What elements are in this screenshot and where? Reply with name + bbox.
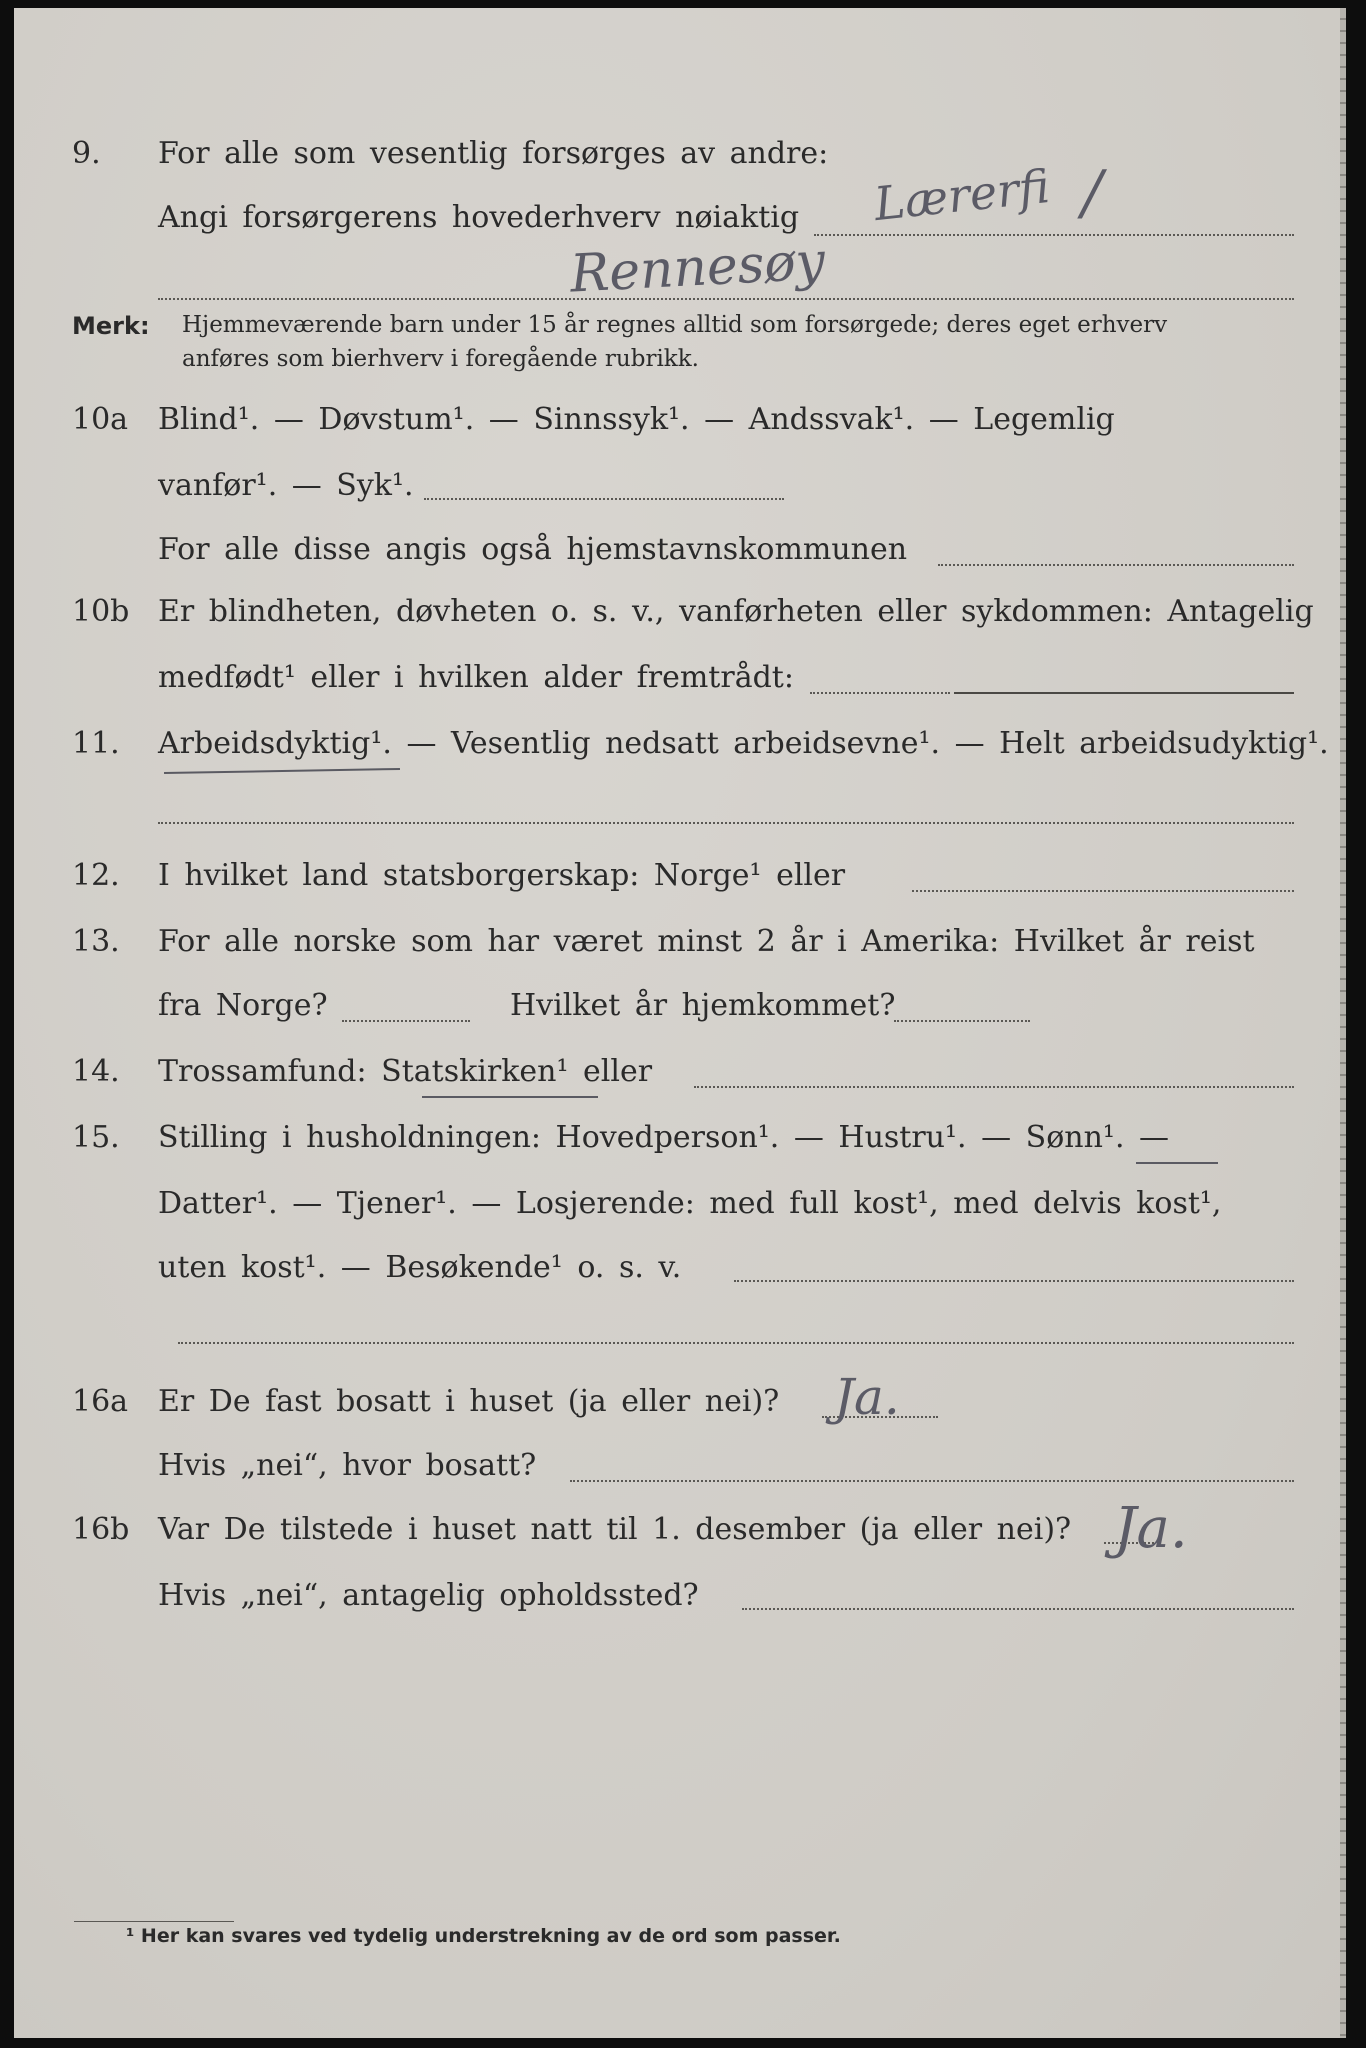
handwritten-answer: Ja.	[834, 1368, 900, 1426]
question-9	[14, 136, 1346, 186]
question-12	[14, 858, 1346, 908]
question-text: Trossamfund: Statskirken¹ eller	[158, 1054, 653, 1089]
hand-underline	[1136, 1162, 1218, 1164]
question-text: Angi forsørgerens hovederhverv nøiaktig	[158, 200, 800, 235]
answer-line[interactable]	[158, 822, 1294, 824]
handwritten-answer: Lærerfi	[871, 158, 1053, 232]
question-16a-line-2	[14, 1448, 1346, 1498]
question-number: 16a	[72, 1384, 129, 1419]
question-11	[14, 726, 1346, 776]
underlined-option: Statskirken	[381, 1054, 557, 1089]
answer-line[interactable]	[158, 298, 1294, 300]
underlined-option: Arbeidsdyktig	[158, 726, 371, 761]
answer-line[interactable]	[734, 1280, 1294, 1282]
footnote-rule	[74, 1921, 234, 1922]
question-number: 11.	[72, 726, 120, 761]
answer-line[interactable]	[342, 1020, 470, 1022]
question-text: Arbeidsdyktig¹. — Vesentlig nedsatt arbeidsevne¹. — Helt arbeidsudyktig¹.	[158, 726, 1329, 761]
question-10a	[14, 402, 1346, 452]
question-number: 15.	[72, 1120, 120, 1155]
answer-line[interactable]	[178, 1342, 1294, 1344]
question-text: For alle disse angis også hjemstavnskommunen	[158, 532, 908, 567]
question-10a-line-2	[14, 468, 1346, 518]
answer-line[interactable]	[938, 564, 1294, 566]
question-number: 12.	[72, 858, 120, 893]
question-text: uten kost¹. — Besøkende¹ o. s. v.	[158, 1250, 682, 1285]
question-text: medfødt¹ eller i hvilken alder fremtrådt:	[158, 660, 794, 695]
answer-line[interactable]	[810, 692, 950, 694]
question-text: Blind¹. — Døvstum¹. — Sinnssyk¹. — Andssvak¹. — Legemlig	[158, 402, 1115, 437]
question-number: 13.	[72, 924, 120, 959]
question-text: For alle norske som har været minst 2 år i Amerika: Hvilket år reist	[158, 924, 1255, 959]
question-text: fra Norge?	[158, 988, 328, 1023]
question-14	[14, 1054, 1346, 1104]
question-16b-line-2	[14, 1578, 1346, 1628]
question-text: Hvilket år hjemkommet?	[510, 988, 896, 1023]
question-text: Stilling i husholdningen: Hovedperson¹. — Hustru¹. — Sønn¹. —	[158, 1120, 1170, 1155]
question-text: Datter¹. — Tjener¹. — Losjerende: med full kost¹, med delvis kost¹,	[158, 1186, 1222, 1221]
answer-line[interactable]	[570, 1480, 1294, 1482]
question-text: Hvis „nei“, antagelig opholdssted?	[158, 1578, 699, 1613]
answer-line[interactable]	[424, 498, 784, 500]
question-10b-line-2	[14, 660, 1346, 710]
answer-line[interactable]	[814, 234, 1294, 236]
question-number: 10a	[72, 402, 129, 437]
answer-line[interactable]	[894, 1020, 1030, 1022]
note-text: anføres som bierhverv i foregående rubrikk.	[182, 346, 699, 372]
question-15-line-2	[14, 1186, 1346, 1236]
note-label: Merk:	[72, 312, 150, 340]
question-text: I hvilket land statsborgerskap: Norge¹ eller	[158, 858, 846, 893]
census-form-page	[14, 8, 1346, 2038]
underlined-option: Sønn	[1025, 1120, 1103, 1155]
answer-line[interactable]	[954, 692, 1294, 694]
handwritten-answer: Rennesøy	[568, 231, 827, 305]
question-16a	[14, 1384, 1346, 1434]
question-text: For alle som vesentlig forsørges av andre:	[158, 136, 829, 171]
question-text: Hvis „nei“, hvor bosatt?	[158, 1448, 537, 1483]
question-text: Er blindheten, døvheten o. s. v., vanførheten eller sykdommen: Antagelig	[158, 594, 1314, 629]
hand-underline	[422, 1096, 598, 1098]
question-15-line-3	[14, 1250, 1346, 1300]
question-number: 10b	[72, 594, 130, 629]
question-10b	[14, 594, 1346, 644]
question-number: 9.	[72, 136, 101, 171]
question-13	[14, 924, 1346, 974]
handwritten-answer: Ja.	[1114, 1496, 1188, 1561]
question-text: vanfør¹. — Syk¹.	[158, 468, 414, 503]
question-text: Er De fast bosatt i huset (ja eller nei)?	[158, 1384, 780, 1419]
handwritten-stroke: /	[1082, 158, 1103, 228]
question-13-line-2	[14, 988, 1346, 1038]
question-text: Var De tilstede i huset natt til 1. desember (ja eller nei)?	[158, 1512, 1072, 1547]
footnote: ¹ Her kan svares ved tydelig understrekning av de ord som passer.	[126, 1925, 841, 1947]
question-10a-line-3	[14, 532, 1346, 582]
answer-line[interactable]	[912, 890, 1294, 892]
note-line-2	[14, 346, 1346, 396]
question-number: 14.	[72, 1054, 120, 1089]
answer-line[interactable]	[694, 1086, 1294, 1088]
answer-line[interactable]	[742, 1608, 1294, 1610]
question-number: 16b	[72, 1512, 130, 1547]
note-text: Hjemmeværende barn under 15 år regnes alltid som forsørgede; deres eget erhverv	[182, 312, 1168, 338]
